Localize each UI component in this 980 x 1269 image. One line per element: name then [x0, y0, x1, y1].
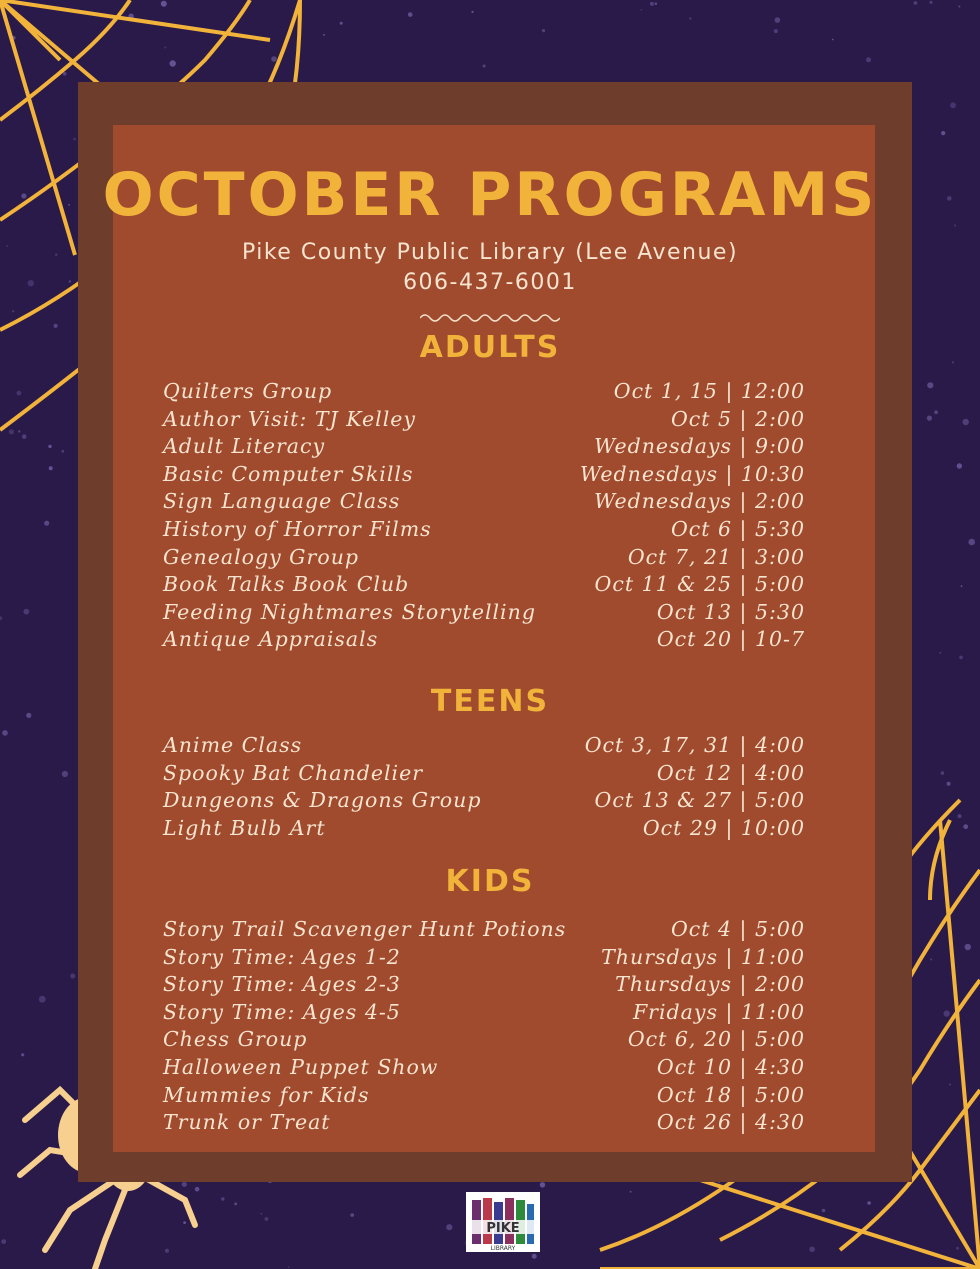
star-dot: [234, 1203, 237, 1206]
program-name: Story Time: Ages 1-2: [163, 944, 401, 969]
program-schedule: Oct 3, 17, 31 | 4:00: [584, 733, 805, 757]
star-dot: [446, 1224, 452, 1230]
program-row: [163, 815, 805, 843]
program-row: [163, 516, 805, 544]
program-name: Halloween Puppet Show: [163, 1054, 439, 1079]
star-dot: [958, 814, 962, 818]
program-schedule: Oct 12 | 4:00: [656, 760, 805, 785]
star-dot: [944, 1010, 950, 1016]
program-name: Chess Group: [163, 1027, 308, 1052]
program-schedule: Oct 26 | 4:30: [656, 1110, 805, 1135]
star-dot: [195, 1187, 200, 1192]
star-dot: [947, 782, 951, 786]
star-dot: [54, 324, 58, 328]
program-row: [163, 732, 805, 760]
program-row: [163, 626, 805, 654]
program-name: Story Time: Ages 4-5: [163, 999, 401, 1024]
star-dot: [961, 585, 963, 587]
star-dot: [49, 466, 53, 470]
star-dot: [941, 131, 945, 135]
program-name: Trunk or Treat: [163, 1110, 331, 1135]
star-dot: [822, 1209, 826, 1213]
star-dot: [61, 450, 64, 453]
program-schedule: Oct 6, 20 | 5:00: [627, 1027, 805, 1052]
star-dot: [927, 416, 932, 421]
star-dot: [18, 430, 20, 432]
star-dot: [265, 1217, 269, 1221]
program-row: [163, 599, 805, 627]
star-dot: [949, 1084, 951, 1086]
program-row: [163, 1054, 805, 1082]
star-dot: [927, 382, 933, 388]
program-name: Antique Appraisals: [163, 627, 379, 652]
star-dot: [934, 410, 938, 414]
program-row: [163, 944, 805, 972]
star-dot: [39, 996, 46, 1003]
program-row: [163, 488, 805, 516]
program-row: [163, 544, 805, 572]
program-schedule: Oct 5 | 2:00: [670, 406, 805, 431]
star-dot: [542, 29, 545, 32]
section-heading-kids: KIDS: [445, 864, 535, 899]
star-dot: [271, 56, 277, 62]
program-name: Dungeons & Dragons Group: [163, 788, 482, 813]
star-dot: [532, 1254, 537, 1259]
star-dot: [968, 539, 975, 546]
program-schedule: Thursdays | 11:00: [601, 944, 805, 969]
program-schedule: Oct 13 | 5:30: [656, 599, 805, 624]
program-schedule: Oct 29 | 10:00: [642, 815, 805, 840]
star-dot: [2, 730, 8, 736]
star-dot: [471, 11, 473, 13]
program-schedule: Wednesdays | 2:00: [594, 489, 805, 514]
program-name: Sign Language Class: [163, 489, 401, 514]
program-schedule: Oct 11 & 25 | 5:00: [594, 572, 805, 597]
library-logo: [466, 1192, 540, 1252]
star-dot: [161, 1, 167, 7]
program-name: Spooky Bat Chandelier: [163, 760, 424, 785]
program-schedule: Oct 7, 21 | 3:00: [627, 544, 805, 569]
star-dot: [950, 102, 956, 108]
star-dot: [939, 652, 941, 654]
star-dot: [9, 429, 14, 434]
star-dot: [23, 609, 29, 615]
star-dot: [164, 47, 166, 49]
teens-program-list: [163, 732, 805, 842]
program-schedule: Oct 18 | 5:00: [656, 1082, 805, 1107]
program-name: Basic Computer Skills: [163, 461, 414, 486]
program-row: [163, 787, 805, 815]
star-dot: [963, 419, 969, 425]
star-dot: [17, 391, 22, 396]
star-dot: [650, 2, 654, 6]
section-heading-adults: ADULTS: [419, 330, 561, 365]
program-name: History of Horror Films: [163, 516, 432, 541]
star-dot: [655, 2, 658, 5]
program-name: Adult Literacy: [163, 434, 326, 459]
star-dot: [21, 1053, 24, 1056]
program-row: [163, 760, 805, 788]
star-dot: [350, 1213, 354, 1217]
program-name: Quilters Group: [163, 379, 333, 403]
program-schedule: Wednesdays | 10:30: [580, 461, 805, 486]
program-name: Genealogy Group: [163, 544, 360, 569]
star-dot: [165, 1249, 169, 1253]
program-name: Book Talks Book Club: [163, 572, 410, 597]
logo-text: PIKE: [486, 1221, 520, 1236]
logo-subtext: LIBRARY: [490, 1245, 516, 1252]
program-schedule: Fridays | 11:00: [632, 999, 805, 1024]
program-name: Story Time: Ages 2-3: [163, 972, 401, 997]
star-dot: [1, 1239, 6, 1244]
star-dot: [408, 12, 413, 17]
program-row: [163, 461, 805, 489]
star-dot: [182, 1182, 187, 1187]
program-row: [163, 406, 805, 434]
program-row: [163, 999, 805, 1027]
program-row: [163, 1026, 805, 1054]
library-name: Pike County Public Library (Lee Avenue): [241, 240, 739, 265]
star-dot: [48, 445, 51, 448]
star-dot: [221, 1197, 224, 1200]
star-dot: [641, 9, 643, 11]
program-name: Light Bulb Art: [163, 815, 326, 840]
star-dot: [689, 17, 691, 19]
program-schedule: Oct 4 | 5:00: [670, 917, 805, 941]
star-dot: [170, 60, 176, 66]
section-heading-teens: TEENS: [430, 684, 550, 719]
star-dot: [774, 29, 778, 33]
star-dot: [929, 1, 932, 4]
library-logo-icon: [466, 1192, 540, 1252]
star-dot: [540, 1182, 545, 1187]
program-row: [163, 916, 805, 944]
program-name: Mummies for Kids: [163, 1082, 370, 1107]
star-dot: [62, 771, 68, 777]
program-schedule: Oct 6 | 5:30: [670, 516, 805, 541]
program-row: [163, 378, 805, 406]
program-name: Feeding Nightmares Storytelling: [163, 599, 536, 624]
program-row: [163, 571, 805, 599]
star-dot: [775, 17, 781, 23]
star-dot: [483, 65, 486, 68]
star-dot: [956, 1247, 959, 1250]
star-dot: [44, 521, 49, 526]
page-title: OCTOBER PROGRAMS: [102, 160, 878, 230]
star-dot: [323, 34, 325, 36]
program-row: [163, 433, 805, 461]
star-dot: [288, 1266, 290, 1268]
star-dot: [73, 138, 76, 141]
wavy-divider-icon: [420, 312, 560, 324]
program-row: [163, 1109, 805, 1137]
program-name: Author Visit: TJ Kelley: [163, 406, 416, 431]
program-schedule: Oct 1, 15 | 12:00: [613, 379, 805, 403]
star-dot: [941, 771, 944, 774]
program-name: Story Trail Scavenger Hunt Potions: [163, 917, 567, 941]
program-row: [163, 1082, 805, 1110]
star-dot: [959, 656, 963, 660]
kids-program-list: [163, 916, 805, 1137]
star-dot: [914, 1, 918, 5]
star-dot: [958, 6, 960, 8]
star-dot: [12, 310, 14, 312]
star-dot: [340, 22, 343, 25]
program-schedule: Oct 10 | 4:30: [656, 1054, 805, 1079]
phone-number: 606-437-6001: [403, 270, 577, 295]
program-name: Anime Class: [163, 733, 303, 757]
star-dot: [930, 959, 932, 961]
program-schedule: Oct 13 & 27 | 5:00: [594, 788, 805, 813]
star-dot: [261, 1213, 263, 1215]
star-dot: [630, 1191, 632, 1193]
star-dot: [0, 616, 2, 620]
program-row: [163, 971, 805, 999]
star-dot: [965, 944, 971, 950]
star-dot: [183, 1221, 186, 1224]
star-dot: [809, 1247, 815, 1253]
program-schedule: Wednesdays | 9:00: [594, 434, 805, 459]
star-dot: [957, 463, 962, 468]
star-dot: [63, 72, 67, 76]
star-dot: [22, 434, 27, 439]
star-dot: [867, 1201, 871, 1205]
star-dot: [866, 57, 871, 62]
star-dot: [70, 974, 75, 979]
star-dot: [832, 39, 834, 41]
program-schedule: Thursdays | 2:00: [615, 972, 805, 997]
program-schedule: Oct 20 | 10-7: [656, 627, 805, 652]
star-dot: [963, 824, 968, 829]
adults-program-list: [163, 378, 805, 654]
